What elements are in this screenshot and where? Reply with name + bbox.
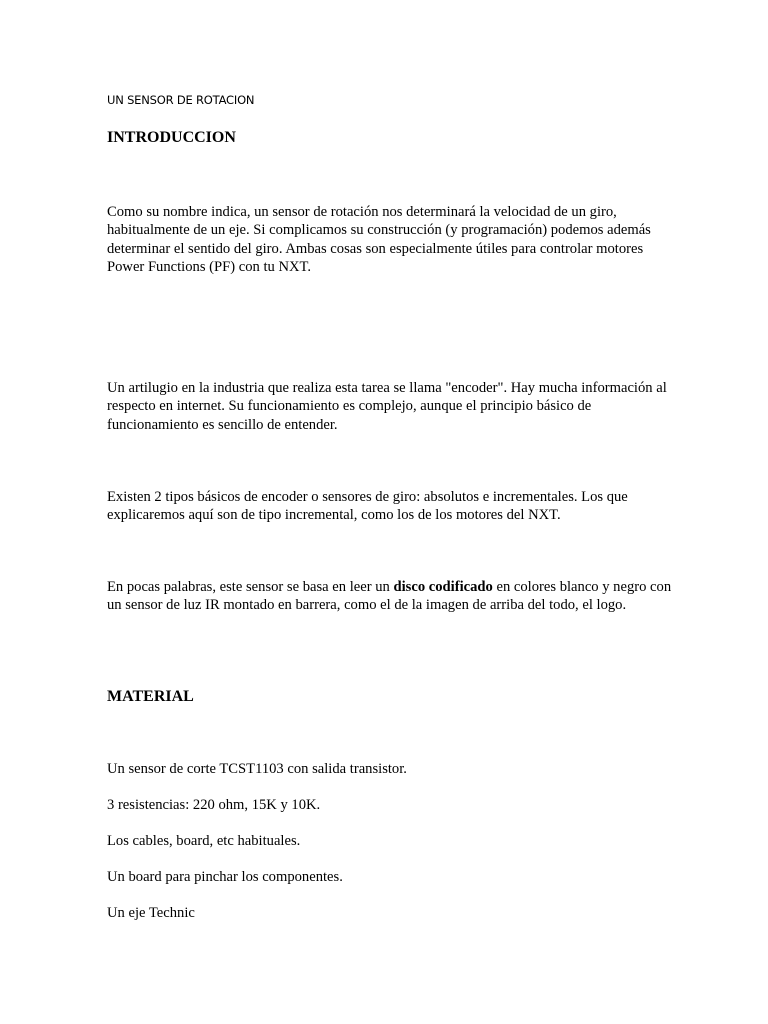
material-item-sensor: Un sensor de corte TCST1103 con salida transistor. — [107, 761, 407, 777]
material-item-resistors: 3 resistencias: 220 ohm, 15K y 10K. — [107, 797, 321, 813]
intro-paragraph-3: Existen 2 tipos básicos de encoder o sensores de giro: absolutos e incrementales. Los que explicaremos aquí son de tipo incremental, como los de los motores del NXT. — [107, 489, 628, 524]
intro-paragraph-1: Como su nombre indica, un sensor de rotación nos determinará la velocidad de un giro, habitualmente de un eje. Si complicamos su construcción (y programación) podemos además determinar el sentido del giro. Ambas cosas son especialmente útiles para controlar motores Power Functions (PF) con tu NXT. — [107, 204, 651, 276]
document-title: UN SENSOR DE ROTACION — [107, 93, 255, 107]
paragraph-4-bold-term: disco codificado — [393, 579, 493, 595]
material-item-axle: Un eje Technic — [107, 905, 195, 921]
paragraph-4-text-start: En pocas palabras, este sensor se basa en leer un — [107, 579, 394, 595]
material-item-cables: Los cables, board, etc habituales. — [107, 833, 301, 849]
intro-paragraph-2: Un artilugio en la industria que realiza esta tarea se llama "encoder". Hay mucha información al respecto en internet. Su funcionamiento es complejo, aunque el principio básico de funcionamiento es sencillo de entender. — [107, 380, 667, 433]
paragraph-4-text-end: en colores blanco y negro con un sensor de luz IR montado en barrera, como el de la imagen de arriba del todo, el logo. — [107, 579, 672, 614]
introduction-heading: INTRODUCCION — [107, 129, 236, 146]
material-heading: MATERIAL — [107, 688, 194, 705]
material-item-board: Un board para pinchar los componentes. — [107, 869, 343, 885]
intro-paragraph-4 — [107, 578, 677, 615]
